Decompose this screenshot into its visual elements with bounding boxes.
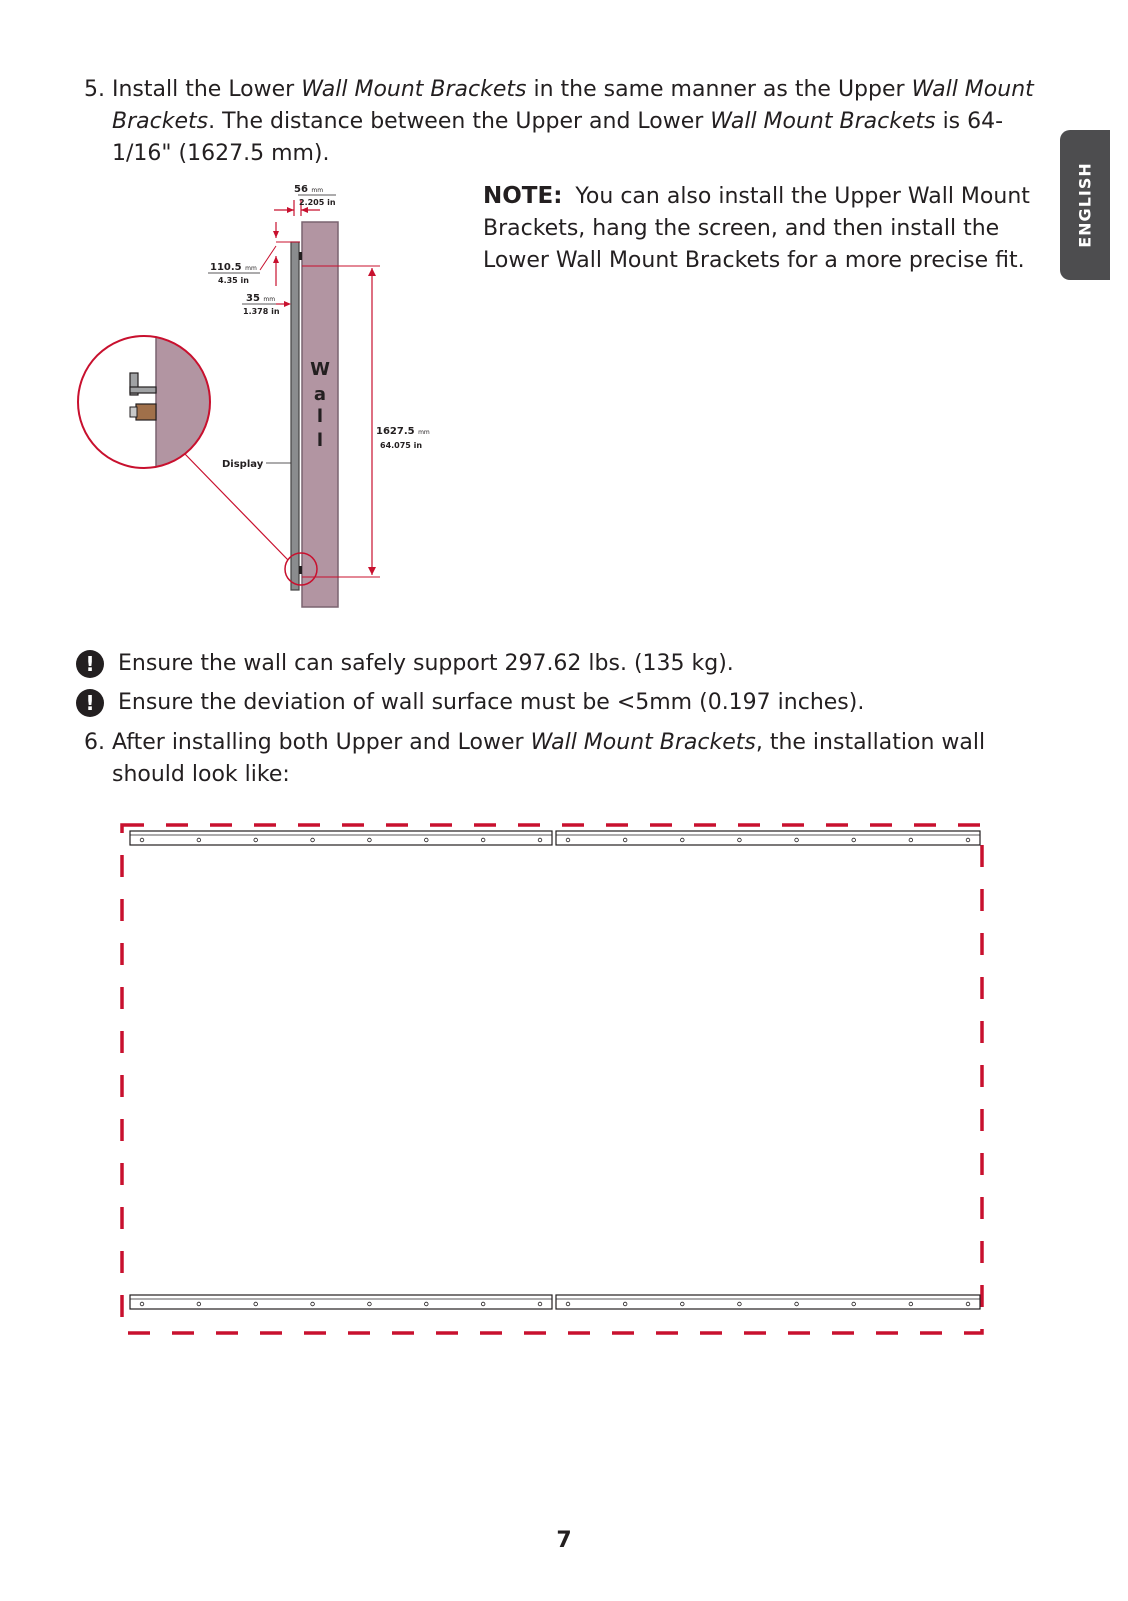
dim-left-in: 4.35 in	[218, 276, 249, 285]
language-tab-label: ENGLISH	[1075, 162, 1095, 248]
warning-deviation-text: Ensure the deviation of wall surface must be <5mm (0.197 inches).	[118, 690, 865, 715]
upper-bracket	[299, 252, 302, 260]
dim-height-in: 64.075 in	[380, 441, 423, 450]
lower-bracket	[299, 566, 302, 574]
step-5-text	[112, 74, 1044, 170]
step-5-number: 5.	[84, 77, 105, 102]
side-view-diagram	[70, 180, 450, 620]
exclamation-icon: !	[76, 689, 104, 717]
exclamation-icon: !	[76, 650, 104, 678]
step5-segment: is 64-1/16" (1627.5 mm).	[112, 109, 1004, 166]
wall-letter-a: a	[313, 384, 327, 405]
step5-segment: Wall Mount Brackets	[301, 77, 527, 102]
upper-bracket-section-2	[556, 831, 980, 845]
step-6	[84, 727, 1044, 791]
page-number: 7	[556, 1528, 572, 1553]
step5-segment: Wall Mount Brackets	[112, 77, 1034, 134]
dim-height-mm: 1627.5 mm	[376, 426, 430, 437]
zoom-detail	[130, 330, 216, 480]
step-6-text	[112, 727, 1044, 791]
language-tab	[1060, 130, 1110, 280]
display-label: Display	[222, 459, 264, 470]
dim-small-mm: 35 mm	[246, 293, 276, 304]
step6-segment: , the installation wall should look like:	[112, 730, 986, 787]
dim-left-mm: 110.5 mm	[210, 262, 257, 273]
note-block	[483, 180, 1043, 277]
step5-segment: in the same manner as the Upper	[526, 77, 912, 102]
dim-top-in: 2.205 in	[299, 198, 336, 207]
step6-segment: After installing both Upper and Lower	[112, 730, 531, 755]
dim-small-in: 1.378 in	[243, 307, 280, 316]
installation-wall-diagram	[110, 815, 1000, 1345]
step5-segment: Install the Lower	[112, 77, 302, 102]
upper-bracket-section-1	[130, 831, 552, 845]
step6-segment: Wall Mount Brackets	[530, 730, 756, 755]
warning-deviation	[76, 688, 864, 718]
wall-letter-l1: l	[316, 406, 324, 427]
wall-letter-w: W	[310, 359, 330, 380]
wall-letter-l2: l	[316, 430, 324, 451]
display-outline-dashed	[122, 825, 982, 1333]
lower-bracket-section-1	[130, 1295, 552, 1309]
step5-segment: . The distance between the Upper and Lower	[208, 109, 711, 134]
step5-segment: Wall Mount Brackets	[710, 109, 936, 134]
note-text: You can also install the Upper Wall Mount Brackets, hang the screen, and then install the Lower Wall Mount Brackets for a more precise fit.	[483, 184, 1030, 273]
step-6-number: 6.	[84, 730, 105, 755]
lower-bracket-section-2	[556, 1295, 980, 1309]
dim-top-mm: 56 mm	[294, 184, 324, 195]
step-5	[84, 74, 1044, 170]
warning-weight	[76, 649, 734, 679]
display-panel	[291, 242, 299, 590]
note-label: NOTE:	[483, 183, 563, 209]
warning-weight-text: Ensure the wall can safely support 297.62 lbs. (135 kg).	[118, 651, 734, 676]
wall-mount-brackets	[130, 831, 980, 1309]
